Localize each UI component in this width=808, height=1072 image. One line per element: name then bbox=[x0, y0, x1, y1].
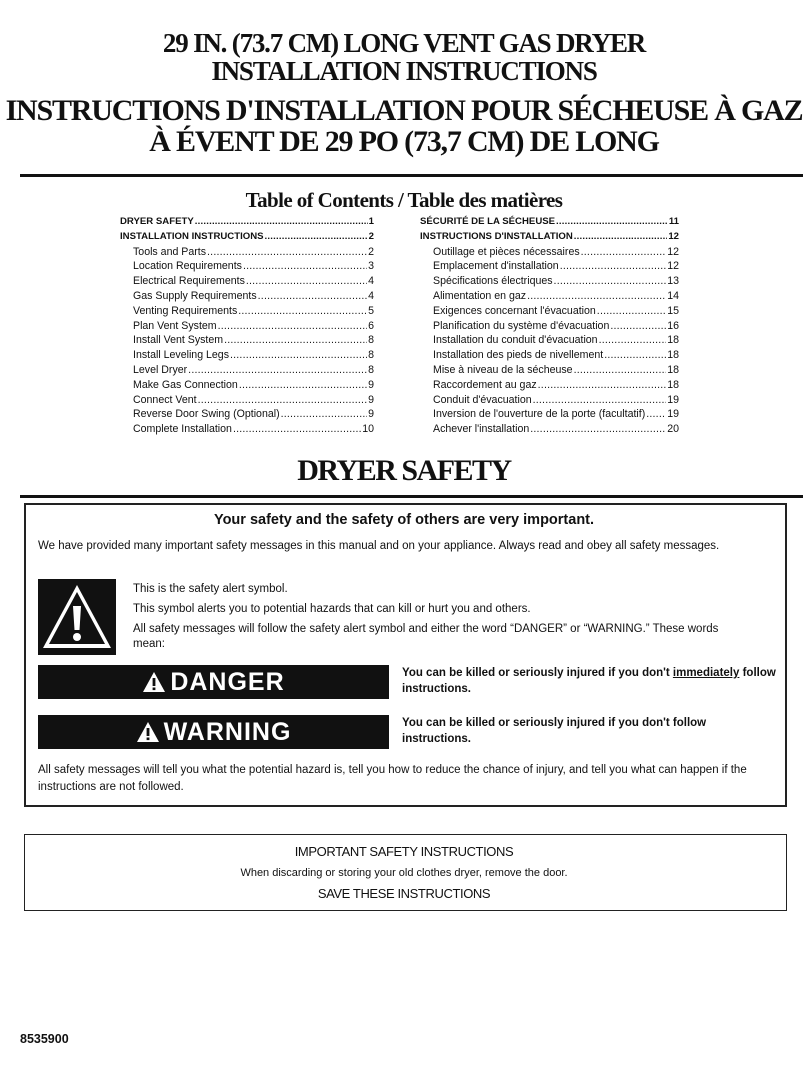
toc-dot-leader bbox=[538, 378, 667, 393]
toc-entry-label: INSTALLATION INSTRUCTIONS bbox=[120, 230, 264, 242]
toc-entry-label: Exigences concernant l'évacuation bbox=[433, 304, 596, 317]
toc-dot-leader bbox=[530, 422, 666, 437]
toc-dot-leader bbox=[243, 259, 367, 274]
toc-entry-page: 10 bbox=[362, 423, 374, 436]
toc-entry bbox=[120, 378, 374, 393]
toc-entry-page: 6 bbox=[368, 319, 374, 332]
safety-closing-text: All safety messages will tell you what the potential hazard is, tell you how to reduce the chance of injury, and tell you what can happen if the instructions are not followed. bbox=[38, 764, 747, 793]
toc-dot-leader bbox=[556, 215, 668, 230]
toc-entry-page: 12 bbox=[668, 230, 679, 242]
toc-dot-leader bbox=[527, 289, 666, 304]
safety-intro: We have provided many important safety messages in this manual and on your appliance. Always read and obey all safety messages. bbox=[38, 540, 720, 552]
save-instructions: SAVE THESE INSTRUCTIONS bbox=[317, 886, 491, 901]
toc-entry bbox=[120, 215, 374, 230]
toc-entry-label: Location Requirements bbox=[133, 260, 242, 273]
toc-entry bbox=[420, 319, 679, 334]
toc-entry-page: 18 bbox=[667, 349, 679, 362]
toc-dot-leader bbox=[218, 319, 367, 334]
toc-dot-leader bbox=[198, 393, 367, 408]
toc-dot-leader bbox=[224, 333, 367, 348]
document-number: 8535900 bbox=[20, 1032, 69, 1046]
toc-entry-label: Achever l'installation bbox=[433, 423, 530, 436]
alert-triangle-icon bbox=[142, 671, 166, 693]
toc-entry bbox=[120, 422, 374, 437]
toc-entry-page: 9 bbox=[368, 378, 374, 391]
alert-line-3: All safety messages will follow the safety alert symbol and either the word “DANGER” or “WARNING.” These words mean: bbox=[133, 623, 719, 650]
toc-dot-leader bbox=[599, 333, 667, 348]
toc-entry-label: Complete Installation bbox=[133, 423, 232, 436]
toc-entry-page: 14 bbox=[667, 289, 679, 302]
toc-entry bbox=[420, 304, 679, 319]
toc-entry-page: 9 bbox=[368, 393, 374, 406]
danger-meaning: You can be killed or seriously injured if you don't immediately follow instructions. bbox=[402, 667, 776, 695]
toc-entry-label: Install Leveling Legs bbox=[133, 349, 229, 362]
toc-entry-label: Connect Vent bbox=[133, 393, 197, 406]
toc-entry-page: 12 bbox=[667, 260, 679, 273]
toc-entry-label: Emplacement d'installation bbox=[433, 260, 559, 273]
title-english-line-1: 29 IN. (73.7 CM) LONG VENT GAS DRYER bbox=[162, 28, 646, 58]
toc-dot-leader bbox=[581, 245, 667, 260]
toc-dot-leader bbox=[230, 348, 367, 363]
toc-entry bbox=[420, 348, 679, 363]
toc-entry-label: Gas Supply Requirements bbox=[133, 289, 257, 302]
toc-entry bbox=[420, 393, 679, 408]
toc-dot-leader bbox=[554, 274, 667, 289]
important-title: IMPORTANT SAFETY INSTRUCTIONS bbox=[294, 844, 514, 859]
toc-entry bbox=[120, 393, 374, 408]
toc-entry bbox=[420, 333, 679, 348]
toc-dot-leader bbox=[604, 348, 666, 363]
section-title-dryer-safety: DRYER SAFETY bbox=[297, 454, 511, 487]
toc-entry-page: 20 bbox=[667, 423, 679, 436]
toc-entry-label: Install Vent System bbox=[133, 334, 224, 347]
toc-dot-leader bbox=[646, 407, 666, 422]
toc-dot-leader bbox=[560, 259, 667, 274]
title-french-line-2: À ÉVENT DE 29 PO (73,7 CM) DE LONG bbox=[149, 125, 659, 158]
toc-entry bbox=[420, 407, 679, 422]
toc-entry bbox=[120, 407, 374, 422]
toc-dot-leader bbox=[195, 215, 368, 230]
toc-entry bbox=[420, 259, 679, 274]
alert-symbol-explanation bbox=[133, 582, 753, 657]
toc-entry-page: 2 bbox=[368, 245, 374, 258]
toc-dot-leader bbox=[188, 363, 367, 378]
toc-entry-label: Alimentation en gaz bbox=[433, 289, 527, 302]
important-body: When discarding or storing your old clothes dryer, remove the door. bbox=[240, 867, 568, 879]
toc-list-french bbox=[420, 215, 679, 437]
toc-entry-label: Outillage et pièces nécessaires bbox=[433, 245, 580, 258]
toc-entry-page: 19 bbox=[667, 408, 679, 421]
toc-entry bbox=[120, 363, 374, 378]
toc-entry bbox=[120, 259, 374, 274]
warning-label: WARNING bbox=[163, 717, 292, 746]
toc-entry bbox=[120, 304, 374, 319]
toc-entry-label: Level Dryer bbox=[133, 363, 188, 376]
toc-dot-leader bbox=[265, 230, 368, 245]
toc-entry-label: Spécifications électriques bbox=[433, 275, 553, 288]
toc-entry-page: 4 bbox=[368, 275, 374, 288]
title-english-line-2: INSTALLATION INSTRUCTIONS bbox=[211, 56, 597, 86]
toc-dot-leader bbox=[239, 378, 367, 393]
toc-entry-page: 8 bbox=[368, 363, 374, 376]
toc-entry bbox=[120, 245, 374, 260]
toc-entry-page: 8 bbox=[368, 334, 374, 347]
toc-dot-leader bbox=[246, 274, 367, 289]
toc-entry-label: Tools and Parts bbox=[133, 245, 207, 258]
toc-entry-label: DRYER SAFETY bbox=[120, 216, 194, 227]
toc-entry bbox=[420, 274, 679, 289]
toc-entry-label: Make Gas Connection bbox=[133, 378, 238, 391]
toc-entry-page: 9 bbox=[368, 408, 374, 421]
toc-heading: Table of Contents / Table des matières bbox=[245, 188, 563, 212]
toc-entry-page: 1 bbox=[368, 216, 374, 227]
toc-entry bbox=[120, 274, 374, 289]
toc-entry-label: Inversion de l'ouverture de la porte (facultatif) bbox=[433, 408, 646, 421]
toc-list-english bbox=[120, 215, 374, 437]
toc-entry bbox=[420, 378, 679, 393]
toc-dot-leader bbox=[574, 230, 668, 245]
toc-entry bbox=[120, 319, 374, 334]
toc-entry bbox=[120, 333, 374, 348]
toc-entry bbox=[420, 245, 679, 260]
toc-entry bbox=[420, 422, 679, 437]
toc-entry-label: Installation du conduit d'évacuation bbox=[433, 334, 598, 347]
toc-entry-page: 8 bbox=[368, 349, 374, 362]
danger-signal-word bbox=[38, 665, 389, 699]
toc-entry-label: Conduit d'évacuation bbox=[433, 393, 532, 406]
toc-entry bbox=[120, 289, 374, 304]
toc-entry bbox=[120, 348, 374, 363]
safety-heading: Your safety and the safety of others are very important. bbox=[213, 512, 595, 528]
toc-entry-label: Venting Requirements bbox=[133, 304, 238, 317]
toc-dot-leader bbox=[233, 422, 361, 437]
toc-entry-page: 15 bbox=[667, 304, 679, 317]
toc-entry-page: 18 bbox=[667, 334, 679, 347]
section-divider bbox=[20, 495, 803, 498]
title-french-line-1: INSTRUCTIONS D'INSTALLATION POUR SÉCHEUSE À GAZ bbox=[5, 94, 803, 127]
toc-entry-page: 18 bbox=[667, 378, 679, 391]
toc-entry-page: 12 bbox=[667, 245, 679, 258]
toc-entry bbox=[420, 289, 679, 304]
toc-dot-leader bbox=[533, 393, 667, 408]
toc-entry-page: 4 bbox=[368, 289, 374, 302]
toc-entry-label: SÉCURITÉ DE LA SÉCHEUSE bbox=[420, 216, 556, 227]
alert-line-2: This symbol alerts you to potential hazards that can kill or hurt you and others. bbox=[133, 603, 531, 615]
toc-dot-leader bbox=[258, 289, 367, 304]
toc-entry-label: Plan Vent System bbox=[133, 319, 217, 332]
toc-dot-leader bbox=[281, 407, 367, 422]
toc-entry-page: 13 bbox=[667, 275, 679, 288]
toc-entry-page: 5 bbox=[368, 304, 374, 317]
toc-dot-leader bbox=[574, 363, 667, 378]
safety-alert-symbol-icon bbox=[38, 579, 116, 655]
toc-entry-label: Raccordement au gaz bbox=[433, 378, 537, 391]
toc-entry-page: 3 bbox=[368, 260, 374, 273]
alert-line-1: This is the safety alert symbol. bbox=[133, 583, 288, 595]
toc-entry-label: Installation des pieds de nivellement bbox=[433, 349, 604, 362]
toc-entry-label: Electrical Requirements bbox=[133, 275, 245, 288]
toc-entry-page: 11 bbox=[668, 216, 679, 227]
alert-triangle-icon bbox=[136, 721, 160, 743]
warning-signal-word bbox=[38, 715, 389, 749]
toc-entry-label: Mise à niveau de la sécheuse bbox=[433, 363, 573, 376]
toc-entry-page: 19 bbox=[667, 393, 679, 406]
toc-entry-label: Reverse Door Swing (Optional) bbox=[133, 408, 280, 421]
toc-entry-label: INSTRUCTIONS D'INSTALLATION bbox=[420, 230, 573, 242]
toc-entry bbox=[420, 363, 679, 378]
toc-dot-leader bbox=[597, 304, 666, 319]
toc-entry-label: Planification du système d'évacuation bbox=[433, 319, 610, 332]
toc-entry-page: 18 bbox=[667, 363, 679, 376]
toc-entry bbox=[120, 230, 374, 245]
toc-entry-page: 2 bbox=[368, 230, 374, 242]
toc-dot-leader bbox=[610, 319, 666, 334]
toc-dot-leader bbox=[207, 245, 367, 260]
title-divider bbox=[20, 174, 803, 177]
danger-label: DANGER bbox=[170, 667, 285, 696]
toc-entry-page: 16 bbox=[667, 319, 679, 332]
toc-dot-leader bbox=[238, 304, 367, 319]
toc-entry bbox=[420, 230, 679, 245]
toc-entry bbox=[420, 215, 679, 230]
warning-meaning: You can be killed or seriously injured if you don't follow instructions. bbox=[402, 717, 707, 745]
